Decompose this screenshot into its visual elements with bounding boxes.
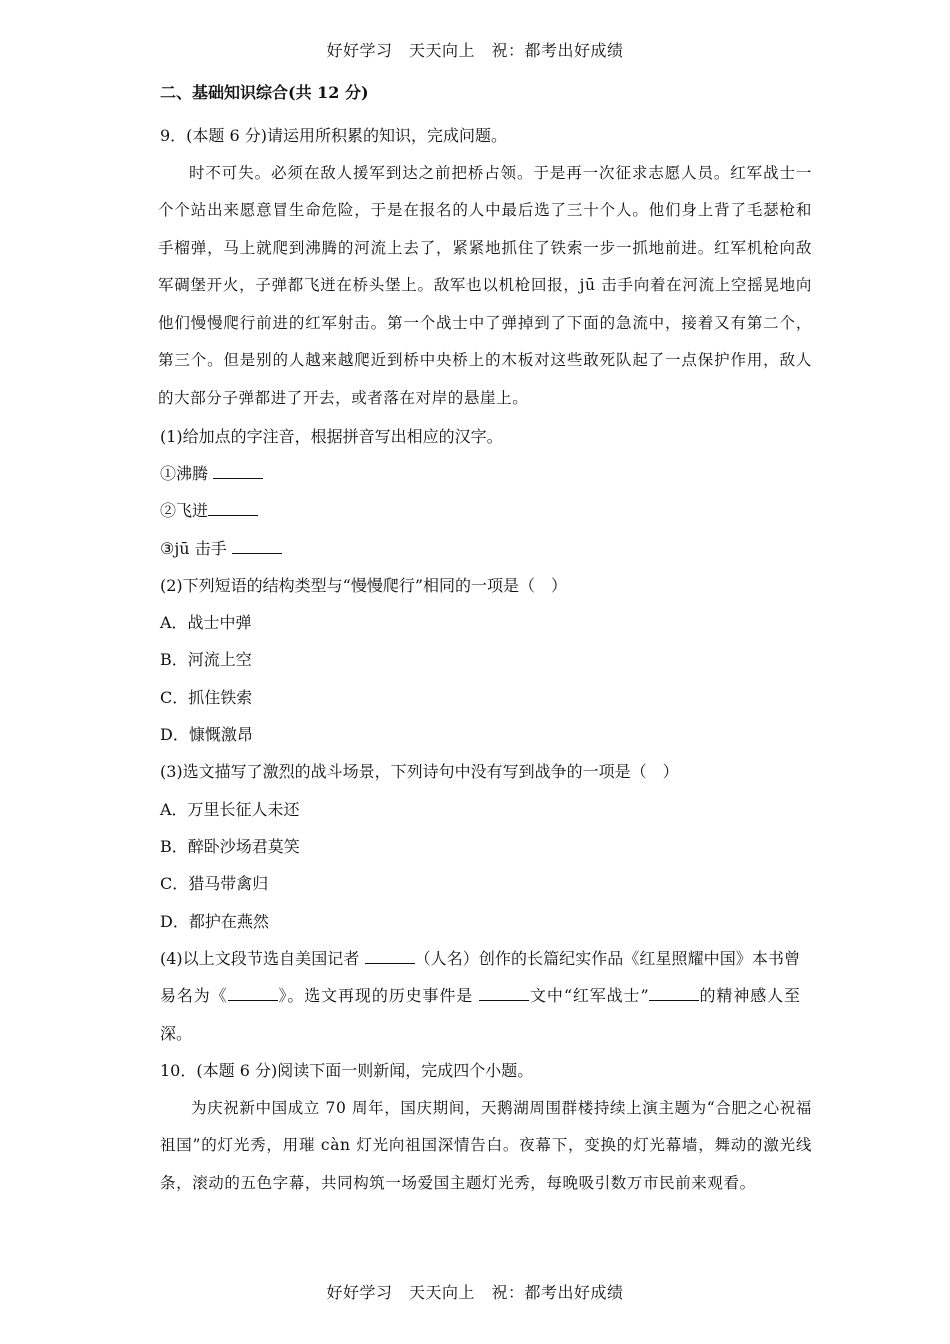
q9-sub2-stem-text: (2)下列短语的结构类型与“慢慢爬行”相同的一项是（ ） [160,575,568,595]
q9-sub1-item3 [160,530,800,567]
page-header: 好好学习 天天向上 祝：都考出好成绩 [326,41,624,60]
q9-sub4-part3: 》。选文再现的历史事件是 [277,986,480,1006]
q9-sub1-item1 [160,455,800,492]
q9-sub4-part5: 的精神感人至深。 [160,986,800,1043]
q9-sub1-stem-text: (1)给加点的字注音，根据拼音写出相应的汉字。 [160,426,503,446]
answer-blank[interactable] [232,535,282,554]
q9-sub4 [160,940,800,1053]
q9-sub4-part2: （人名）创作的长篇纪实作品《红星照耀中国》本书曾易名为《 [160,948,800,1006]
q9-sub2-option-a[interactable]: A．战士中弹 [160,613,252,633]
q9-sub3-stem [160,753,800,790]
question-10-stem: 10．(本题 6 分)阅读下面一则新闻，完成四个小题。 [160,1061,534,1081]
q9-sub4-part1: (4)以上文段节选自美国记者 [160,948,365,968]
answer-blank[interactable] [365,945,415,964]
q9-sub3-stem-text: (3)选文描写了激烈的战斗场景，下列诗句中没有写到战争的一项是（ ） [160,762,679,782]
q9-sub3-option-b[interactable]: B．醉卧沙场君莫笑 [160,836,300,856]
question-10-passage: 为庆祝新中国成立 70 周年，国庆期间，天鹅湖周围群楼持续上演主题为“合肥之心祝福祖国”的灯光秀，用璀 càn 灯光向祖国深情告白。夜幕下，变换的灯光幕墙，舞动的激光线条，滚动的五色字幕，共同构筑一场爱国主题灯光秀，每晚吸引数万市民前来观看。 [160,1098,812,1192]
q9-sub2-option-d[interactable]: D．慷慨激昂 [160,725,253,745]
q9-sub1-item3-text: ③jū 击手 [160,538,227,558]
question-9-stem: 9．(本题 6 分)请运用所积累的知识，完成问题。 [160,126,508,145]
answer-blank[interactable] [228,982,278,1001]
q9-sub4-part4: 文中“红军战士” [529,986,649,1006]
question-9-passage: 时不可失。必须在敌人援军到达之前把桥占领。于是再一次征求志愿人员。红军战士一个个站出来愿意冒生命危险，于是在报名的人中最后选了三十个人。他们身上背了毛瑟枪和手榴弹，马上就爬到沸腾的河流上去了，紧紧地抓住了铁索一步一抓地前进。红军机枪向敌军碉堡开火，子弹都飞迸在桥头堡上。敌军也以机枪回报，jū 击手向着在河流上空摇晃地向他们慢慢爬行前进的红军射击。第一个战士中了弹掉到了下面的急流中，接着又有第二个，第三个。但是别的人越来越爬近到桥中央桥上的木板对这些敢死队起了一点保护作用，敌人的大部分子弹都进了开去，或者落在对岸的悬崖上。 [158,163,812,408]
q9-sub1-item2 [160,492,800,529]
q9-sub1-stem [160,418,800,455]
answer-blank[interactable] [649,982,699,1001]
page-footer: 好好学习 天天向上 祝：都考出好成绩 [326,1283,624,1302]
answer-blank[interactable] [213,460,263,479]
q9-sub2-option-b[interactable]: B．河流上空 [160,650,252,670]
q9-sub2-stem [160,567,800,604]
q9-sub3-option-d[interactable]: D．都护在燕然 [160,911,269,931]
q9-sub1-item2-text: ②飞迸 [160,501,209,521]
q9-sub2-option-c[interactable]: C．抓住铁索 [160,687,253,707]
q9-sub3-option-a[interactable]: A．万里长征人未还 [160,799,300,819]
answer-blank[interactable] [479,982,529,1001]
q9-sub3-option-c[interactable]: C．猎马带禽归 [160,874,269,894]
page-content [158,78,812,1203]
q9-sub1-item1-text: ①沸腾 [160,463,209,483]
answer-blank[interactable] [208,497,258,516]
section-title: 二、基础知识综合(共 12 分) [160,83,369,102]
